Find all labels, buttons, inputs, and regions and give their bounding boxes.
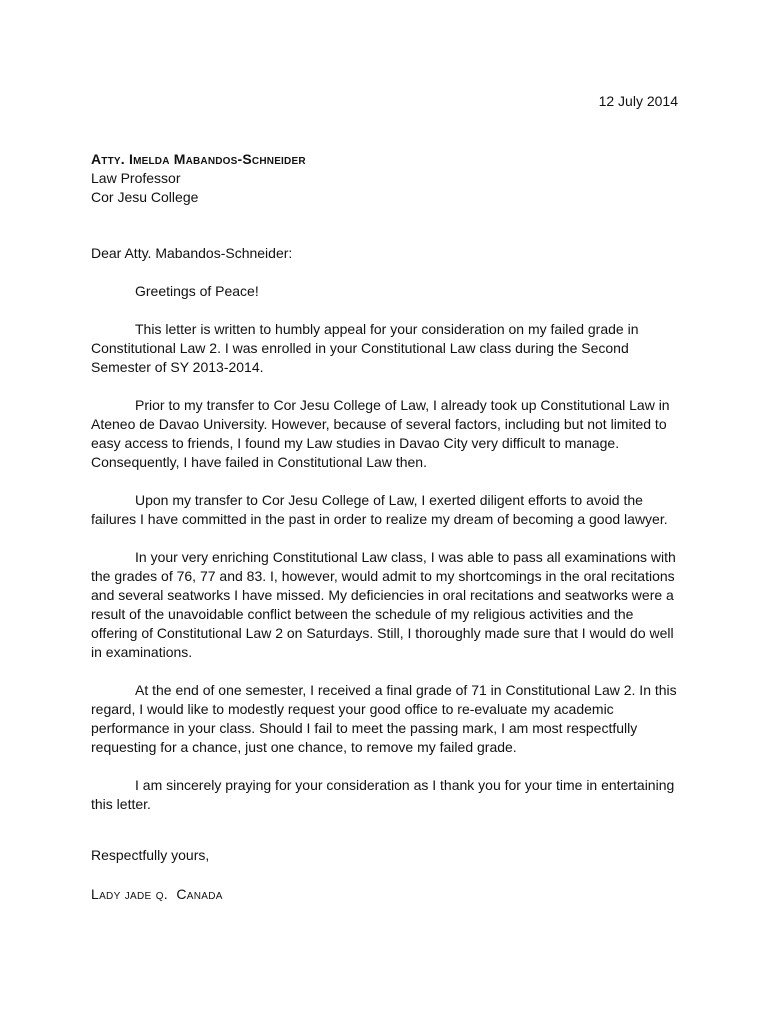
recipient-name: Atty. Imelda Mabandos-Schneider — [91, 151, 306, 167]
greeting: Greetings of Peace! — [135, 283, 259, 299]
body-paragraph: I am sincerely praying for your consideration as I thank you for your time in entertaining this letter. — [91, 777, 675, 812]
recipient-block — [91, 150, 306, 207]
body-paragraph: In your very enriching Constitutional Law class, I was able to pass all examinations with the grades of 76, 77 and 83. I, however, would admit to my shortcomings in the oral recitations and several seatworks I have missed. My deficiencies in oral recitations and seatworks were a result of the unavoidable conflict between the schedule of my religious activities and the offering of Constitutional Law 2 on Saturdays. Still, I thoroughly made sure that I would do well in examinations. — [91, 549, 676, 660]
recipient-title: Law Professor — [91, 170, 181, 186]
body-paragraph: This letter is written to humbly appeal for your consideration on my failed grade in Constitutional Law 2. I was enrolled in your Constitutional Law class during the Second Semester of SY 2013-2014. — [91, 321, 639, 375]
closing: Respectfully yours, — [91, 847, 210, 863]
body-paragraph: Upon my transfer to Cor Jesu College of Law, I exerted diligent efforts to avoid the failures I have committed in the past in order to realize my dream of becoming a good lawyer. — [91, 492, 668, 527]
recipient-institution: Cor Jesu College — [91, 189, 199, 205]
letter-body — [91, 244, 679, 833]
salutation: Dear Atty. Mabandos-Schneider: — [91, 245, 293, 261]
body-paragraph: At the end of one semester, I received a final grade of 71 in Constitutional Law 2. In this regard, I would like to modestly request your good office to re-evaluate my academic performance in your class. Should I fail to meet the passing mark, I am most respectfully requesting for a chance, just one chance, to remove my failed grade. — [91, 682, 677, 755]
body-paragraph: Prior to my transfer to Cor Jesu College of Law, I already took up Constitutional Law in Ateneo de Davao University. However, because of several factors, including but not limited to easy access to friends, I found my Law studies in Davao City very difficult to manage. Consequently, I have failed in Constitutional Law then. — [91, 397, 670, 470]
signature-name: Lady jade q. Canada — [91, 886, 223, 902]
letter-date: 12 July 2014 — [598, 93, 678, 109]
